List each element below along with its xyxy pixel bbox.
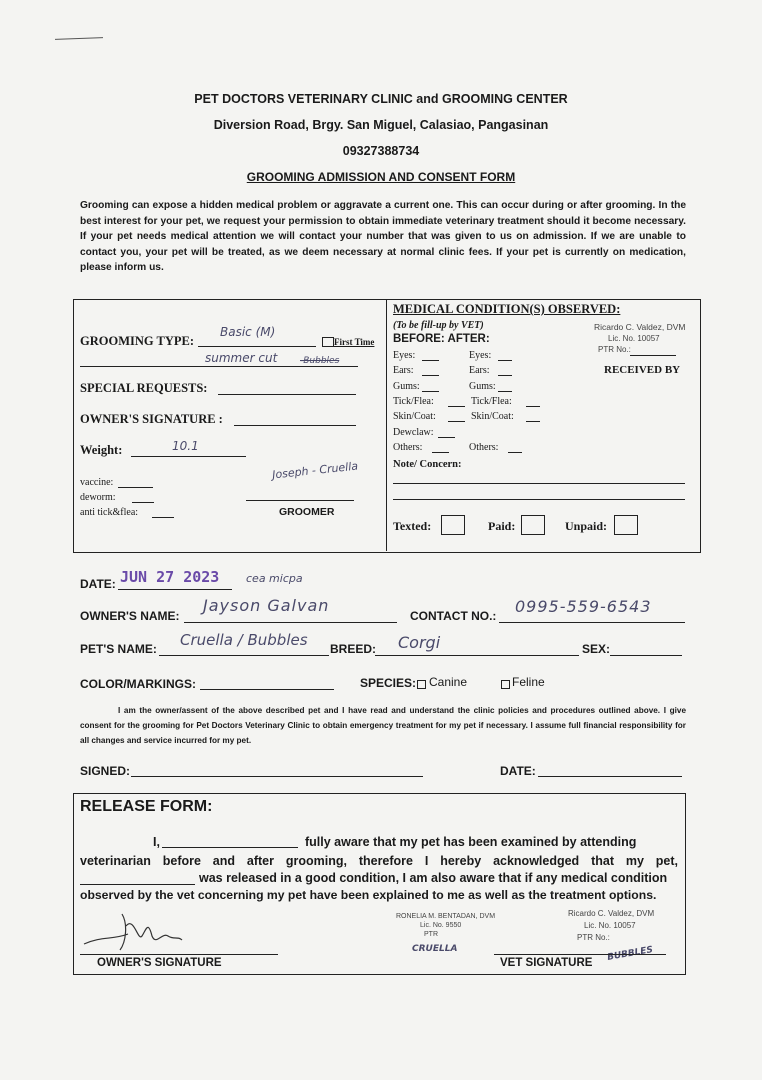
release-pet-name-line[interactable] bbox=[80, 884, 195, 885]
before-after-label: BEFORE: AFTER: bbox=[393, 333, 490, 345]
breed-line[interactable] bbox=[375, 655, 579, 656]
species-label: SPECIES: bbox=[360, 676, 417, 690]
texted-label: Texted: bbox=[393, 519, 432, 533]
first-time-checkbox[interactable] bbox=[322, 337, 334, 347]
release-bubbles: BUBBLES bbox=[606, 945, 654, 963]
release-form-title: RELEASE FORM: bbox=[80, 798, 213, 815]
date-line[interactable] bbox=[118, 589, 232, 590]
paid-checkbox[interactable] bbox=[521, 515, 545, 535]
owner-name-value: Jayson Galvan bbox=[203, 596, 330, 615]
paid-label: Paid: bbox=[488, 519, 516, 533]
anti-tick-label: anti tick&flea: bbox=[80, 507, 139, 518]
date-stamp-value: JUN 27 2023 bbox=[120, 568, 220, 586]
color-markings-label: COLOR/MARKINGS: bbox=[80, 677, 196, 691]
medical-before-label: Skin/Coat: bbox=[393, 411, 436, 423]
date-label: DATE: bbox=[80, 577, 116, 591]
stamp1-name: RONELIA M. BENTADAN, DVM bbox=[396, 913, 496, 920]
grooming-extra-struck: -Bubbles bbox=[300, 356, 340, 366]
owner-signature-line[interactable] bbox=[234, 425, 356, 426]
form-title: GROOMING ADMISSION AND CONSENT FORM bbox=[246, 170, 516, 184]
pet-name-line[interactable] bbox=[159, 655, 329, 656]
medical-title: MEDICAL CONDITION(S) OBSERVED: bbox=[393, 302, 621, 316]
breed-label: BREED: bbox=[330, 642, 377, 656]
release-text-1: fully aware that my pet has been examined by attending bbox=[305, 835, 637, 849]
contact-label: CONTACT NO.: bbox=[410, 609, 497, 623]
pet-name-value: Cruella / Bubbles bbox=[180, 631, 308, 649]
special-requests-line[interactable] bbox=[218, 394, 356, 395]
release-text-4: observed by the vet concerning my pet have been explained to me as well as the treatment options. bbox=[80, 888, 657, 902]
weight-label: Weight: bbox=[80, 443, 123, 457]
medical-after-label: Others: bbox=[469, 441, 499, 453]
table-divider bbox=[386, 299, 387, 551]
medical-after-label: Gums: bbox=[469, 380, 496, 392]
sex-line[interactable] bbox=[610, 655, 682, 656]
first-time-label: First Time bbox=[334, 337, 375, 347]
owner-name-label: OWNER'S NAME: bbox=[80, 609, 180, 623]
received-by-label: RECEIVED BY bbox=[604, 364, 681, 376]
medical-before-line[interactable] bbox=[422, 360, 439, 361]
medical-after-label: Eyes: bbox=[469, 350, 492, 361]
intro-paragraph: Grooming can expose a hidden medical problem or aggravate a current one. This can occur during or after grooming. In the best interest for your pet, we request your permission to obtain immediate veterinary treatment should it become necessary. If your pet needs medical attention we will contact your number that was given to us on admission. If we are unable to contact you, your pet will be treated, as we deem necessary at normal clinic fees. If your pet is currently on medication, please inform us. bbox=[80, 200, 686, 273]
medical-before-line[interactable] bbox=[438, 437, 455, 438]
grooming-type-line bbox=[198, 346, 316, 347]
groomer-line bbox=[246, 500, 354, 501]
medical-before-label: Gums: bbox=[393, 380, 420, 392]
medical-before-label: Dewclaw: bbox=[393, 426, 434, 438]
stamp2-lic: Lic. No. 10057 bbox=[584, 921, 636, 930]
medical-before-line[interactable] bbox=[448, 406, 465, 407]
stamp2-name: Ricardo C. Valdez, DVM bbox=[568, 909, 655, 918]
medical-after-label: Tick/Flea: bbox=[471, 395, 512, 407]
medical-after-label: Ears: bbox=[469, 365, 490, 377]
owner-signature-release-line[interactable] bbox=[80, 954, 278, 955]
owner-signature-label: OWNER'S SIGNATURE : bbox=[80, 412, 223, 426]
release-i-label: I, bbox=[153, 835, 160, 849]
contact-value: 0995-559-6543 bbox=[515, 597, 652, 616]
clinic-address: Diversion Road, Brgy. San Miguel, Calasiao, Pangasinan bbox=[213, 118, 549, 132]
note-line-1[interactable] bbox=[393, 483, 685, 484]
medical-before-line[interactable] bbox=[448, 421, 465, 422]
grooming-extra: summer cut bbox=[205, 351, 278, 365]
vaccine-line[interactable] bbox=[118, 487, 153, 488]
vet-signature-line[interactable] bbox=[494, 954, 666, 955]
grooming-type-value: Basic (M) bbox=[220, 325, 276, 339]
deworm-label: deworm: bbox=[80, 492, 116, 503]
canine-checkbox[interactable] bbox=[417, 680, 426, 689]
medical-before-label: Tick/Flea: bbox=[393, 395, 434, 407]
medical-after-label: Skin/Coat: bbox=[471, 411, 514, 423]
owner-signature-scribble bbox=[82, 906, 192, 956]
stamp2-ptr: PTR No.: bbox=[577, 933, 610, 942]
weight-value: 10.1 bbox=[172, 439, 199, 453]
weight-line[interactable] bbox=[131, 456, 246, 457]
note-concern-label: Note/ Concern: bbox=[393, 459, 462, 470]
stamp1-lic: Lic. No. 9550 bbox=[420, 922, 462, 929]
special-requests-label: SPECIAL REQUESTS: bbox=[80, 381, 208, 395]
medical-after-line[interactable] bbox=[498, 391, 512, 392]
medical-after-line[interactable] bbox=[498, 375, 512, 376]
release-text-3: was released in a good condition, I am also aware that if any medical condition bbox=[199, 871, 668, 885]
signed-label: SIGNED: bbox=[80, 764, 131, 778]
medical-before-line[interactable] bbox=[422, 391, 439, 392]
medical-before-line[interactable] bbox=[422, 375, 439, 376]
note-line-2[interactable] bbox=[393, 499, 685, 500]
color-markings-line[interactable] bbox=[200, 689, 334, 690]
grooming-extra-line bbox=[80, 366, 358, 367]
canine-label: Canine bbox=[429, 675, 468, 689]
vet-signature-label: VET SIGNATURE bbox=[500, 957, 593, 969]
signed-line[interactable] bbox=[131, 776, 423, 777]
unpaid-checkbox[interactable] bbox=[614, 515, 638, 535]
medical-after-line[interactable] bbox=[526, 421, 540, 422]
vaccine-label: vaccine: bbox=[80, 477, 114, 488]
medical-before-label: Ears: bbox=[393, 365, 414, 377]
release-text-2: veterinarian before and after grooming, therefore I hereby acknowledged that my pet, bbox=[80, 854, 678, 868]
medical-after-line[interactable] bbox=[526, 406, 540, 407]
breed-value: Corgi bbox=[398, 633, 441, 652]
owner-signature-release-label: OWNER'S SIGNATURE bbox=[97, 957, 222, 969]
vet-stamp-lic: Lic. No. 10057 bbox=[608, 334, 660, 343]
groomer-label: GROOMER bbox=[279, 506, 335, 518]
release-cruella: CRUELLA bbox=[412, 944, 458, 954]
feline-checkbox[interactable] bbox=[501, 680, 510, 689]
stamp1-ptr: PTR bbox=[424, 931, 438, 938]
vet-stamp-ptr: PTR No.: bbox=[598, 345, 631, 354]
medical-subtitle: (To be fill-up by VET) bbox=[393, 320, 484, 331]
medical-before-label: Others: bbox=[393, 441, 423, 453]
signed-date-label: DATE: bbox=[500, 764, 536, 778]
clinic-name: PET DOCTORS VETERINARY CLINIC and GROOMING CENTER bbox=[194, 92, 568, 106]
deworm-line[interactable] bbox=[132, 502, 154, 503]
sex-label: SEX: bbox=[582, 642, 611, 656]
anti-tick-line[interactable] bbox=[152, 517, 174, 518]
stray-mark bbox=[55, 37, 103, 40]
signed-date-line[interactable] bbox=[538, 776, 682, 777]
pet-name-label: PET'S NAME: bbox=[80, 642, 157, 656]
contact-line[interactable] bbox=[499, 622, 685, 623]
unpaid-label: Unpaid: bbox=[565, 519, 608, 533]
release-owner-name-line[interactable] bbox=[162, 847, 298, 848]
owner-name-line[interactable] bbox=[184, 622, 397, 623]
groomer-name: Joseph - Cruella bbox=[271, 459, 359, 482]
date-note: cea micpa bbox=[246, 572, 303, 585]
feline-label: Feline bbox=[512, 675, 545, 689]
medical-before-line[interactable] bbox=[432, 452, 449, 453]
medical-after-line[interactable] bbox=[508, 452, 522, 453]
vet-stamp-name: Ricardo C. Valdez, DVM bbox=[594, 322, 686, 332]
medical-after-line[interactable] bbox=[498, 360, 512, 361]
clinic-phone: 09327388734 bbox=[342, 144, 420, 158]
consent-paragraph: I am the owner/assent of the above described pet and I have read and understand the clinic policies and procedures outlined above. I give consent for the grooming for Pet Doctors Veterinary Clinic to obtain emergency treatment for my pet if necessary. I assume full financial responsibility for all changes and service incurred for my pet. bbox=[80, 706, 686, 745]
vet-stamp-ptr-line bbox=[630, 355, 676, 356]
medical-before-label: Eyes: bbox=[393, 350, 416, 361]
grooming-type-label: GROOMING TYPE: bbox=[80, 334, 195, 348]
texted-checkbox[interactable] bbox=[441, 515, 465, 535]
